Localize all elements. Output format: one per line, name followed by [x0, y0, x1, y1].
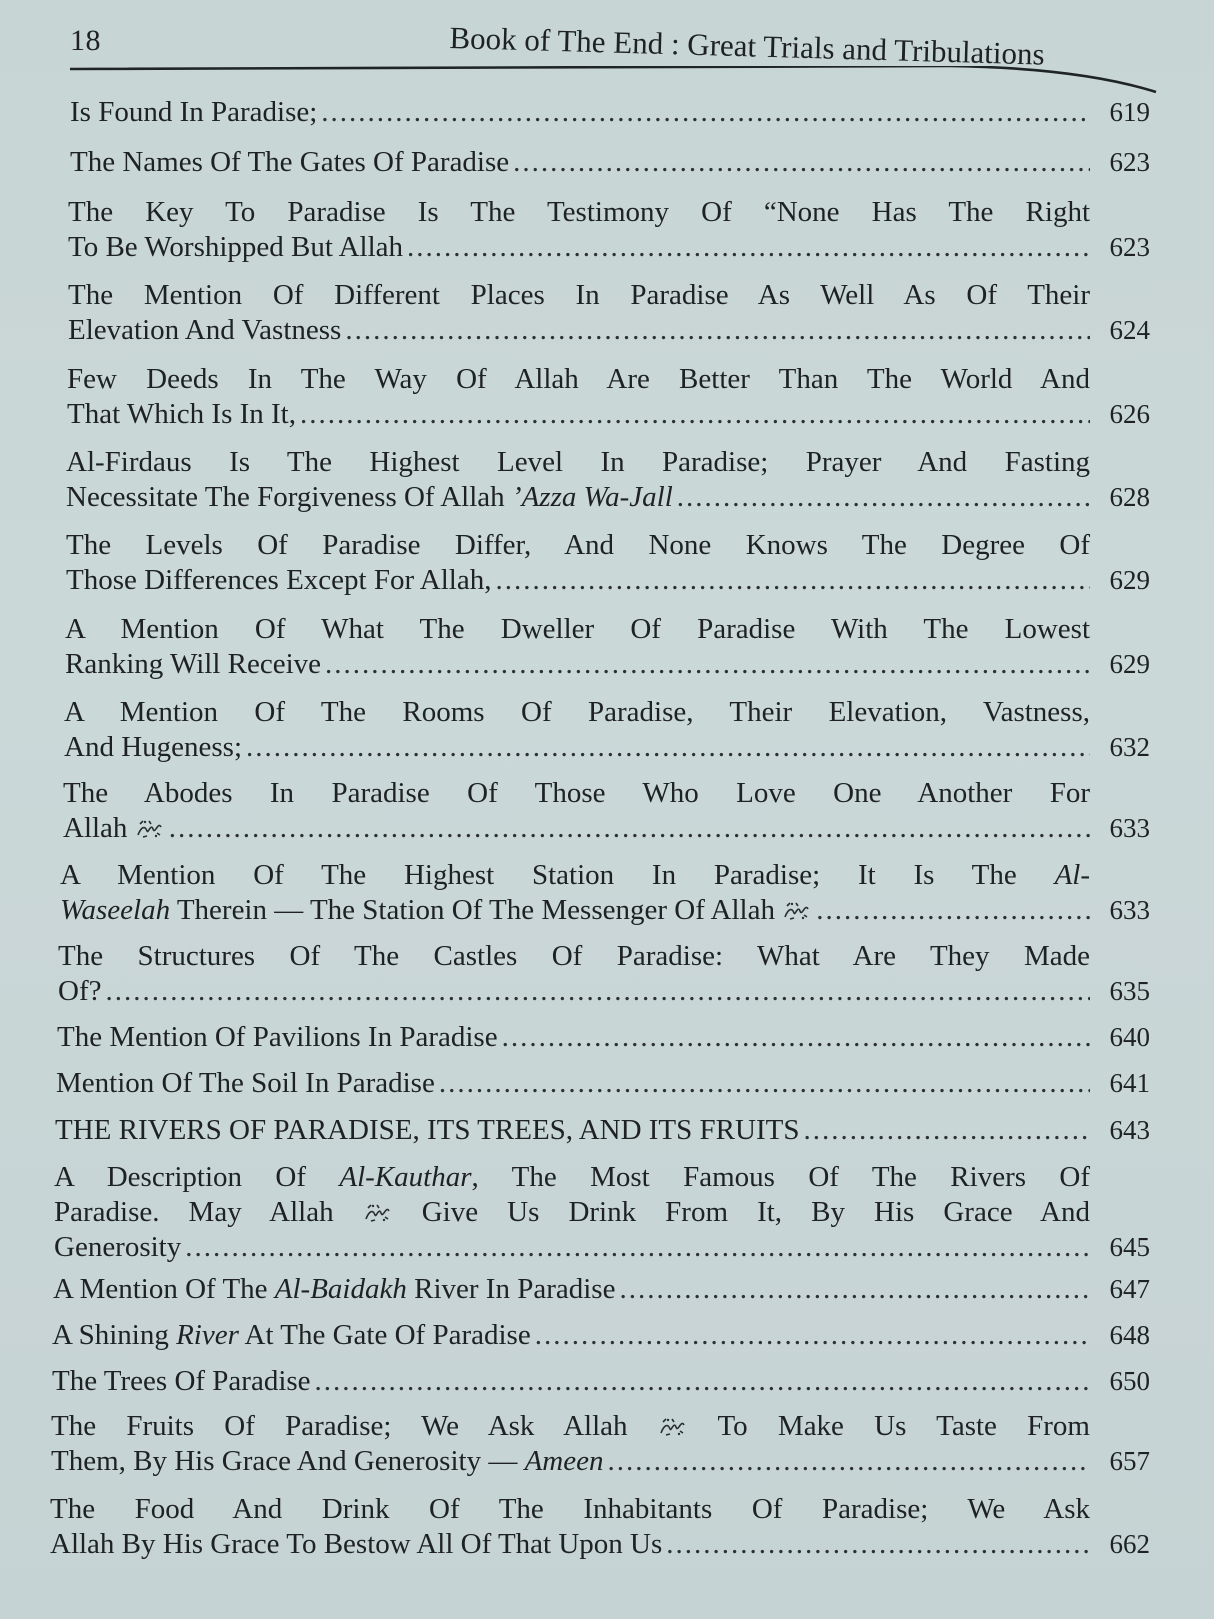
entry-last-line	[50, 1527, 1090, 1562]
entry-title-line: The Mention Of Different Places In Paradise As Well As Of Their	[68, 279, 1090, 311]
entry-title-segment: Allah	[63, 812, 135, 844]
entry-title-segment: At The Gate Of Paradise	[238, 1319, 531, 1351]
entry-last-line	[51, 1444, 1090, 1479]
entry-page-number: 650	[1109, 1366, 1150, 1396]
entry-title	[68, 230, 403, 265]
entry-title-line	[54, 1160, 1090, 1195]
entry-title-italic: Ameen	[524, 1445, 604, 1477]
dot-leader	[491, 563, 1090, 598]
entry-title-italic: Al-Kauthar	[339, 1161, 472, 1193]
dot-leader	[603, 1444, 1090, 1479]
dot-leader	[662, 1527, 1090, 1562]
entry-title	[57, 1020, 498, 1055]
entry-page-number: 633	[1109, 895, 1150, 925]
entry-title	[50, 1527, 662, 1562]
dot-leader	[403, 230, 1090, 265]
toc-entry[interactable]	[68, 278, 1150, 348]
entry-last-line	[54, 1230, 1090, 1265]
dot-leader	[242, 730, 1090, 765]
entry-page-number: 629	[1109, 649, 1150, 679]
entry-title-segment: A Description Of	[54, 1161, 340, 1193]
entry-page-number: 662	[1109, 1529, 1150, 1559]
entry-title-segment: The Fruits Of Paradise; We Ask Allah	[51, 1410, 658, 1442]
entry-last-line	[68, 230, 1090, 265]
toc-entry[interactable]	[55, 1113, 1150, 1148]
entry-title-line: Al-Firdaus Is The Highest Level In Paradise; Prayer And Fasting	[66, 446, 1090, 478]
entry-title-segment: Paradise. May Allah	[54, 1196, 363, 1228]
entry-page-number: 623	[1109, 232, 1150, 262]
entry-title	[56, 1066, 435, 1101]
entry-last-line	[66, 480, 1090, 515]
entry-title	[52, 1318, 531, 1353]
entry-title	[54, 1230, 181, 1265]
entry-page-number: 619	[1109, 97, 1150, 127]
entry-title-segment: Therein — The Station Of The Messenger Of Allah	[170, 894, 783, 926]
dot-leader	[101, 974, 1090, 1009]
toc-entry[interactable]	[67, 362, 1150, 432]
dot-leader	[509, 145, 1090, 180]
entry-title-segment: Of?	[58, 975, 102, 1007]
entry-last-line	[70, 95, 1090, 130]
toc-entry[interactable]	[70, 95, 1150, 130]
entry-title-segment: Allah By His Grace To Bestow All Of That Upon Us	[50, 1528, 663, 1560]
entry-title	[68, 313, 341, 348]
entry-title-segment: The Names Of The Gates Of Paradise	[70, 146, 510, 178]
toc-entry[interactable]	[65, 612, 1150, 682]
entry-last-line	[56, 1066, 1090, 1101]
entry-page-number: 633	[1109, 813, 1150, 843]
entry-title-line: The Food And Drink Of The Inhabitants Of Paradise; We Ask	[50, 1493, 1090, 1525]
entry-page-number: 635	[1109, 976, 1150, 1006]
entry-title	[58, 974, 101, 1009]
entry-title-segment: River In Paradise	[406, 1273, 616, 1305]
entry-last-line	[65, 647, 1090, 682]
entry-title-line: Few Deeds In The Way Of Allah Are Better Than The World And	[67, 363, 1090, 395]
dot-leader	[165, 811, 1090, 846]
toc-entry[interactable]	[66, 445, 1150, 515]
entry-title-segment: Is Found In Paradise;	[70, 96, 318, 128]
entry-title-segment: To Be Worshipped But Allah	[68, 231, 404, 263]
dot-leader	[341, 313, 1090, 348]
page-number: 18	[70, 24, 101, 57]
entry-title-segment: Elevation And Vastness	[68, 314, 342, 346]
entry-page-number: 647	[1109, 1274, 1150, 1304]
toc-entry[interactable]	[53, 1272, 1150, 1307]
entry-page-number: 628	[1109, 482, 1150, 512]
entry-page-number: 624	[1109, 315, 1150, 345]
entry-page-number: 645	[1109, 1232, 1150, 1262]
entry-title	[66, 563, 491, 598]
entry-title-segment: Mention Of The Soil In Paradise	[56, 1067, 435, 1099]
dot-leader	[311, 1364, 1090, 1399]
honorific-icon	[135, 817, 165, 839]
toc-entry[interactable]	[60, 858, 1150, 928]
dot-leader	[321, 647, 1090, 682]
entry-page-number: 657	[1109, 1446, 1150, 1476]
entry-last-line	[64, 730, 1090, 765]
entry-title-italic: River	[176, 1319, 239, 1351]
entry-title-line	[60, 858, 1090, 893]
toc-entry[interactable]	[63, 776, 1150, 846]
entry-title-line: A Mention Of The Rooms Of Paradise, Their Elevation, Vastness,	[64, 696, 1090, 728]
toc-entry[interactable]	[66, 528, 1150, 598]
page-header	[70, 18, 1190, 72]
honorific-icon	[658, 1415, 688, 1437]
entry-title-segment: Give Us Drink From It, By His Grace And	[392, 1196, 1090, 1228]
entry-last-line	[57, 1020, 1090, 1055]
entry-title-segment: THE RIVERS OF PARADISE, ITS TREES, AND ITS FRUITS	[55, 1114, 800, 1146]
entry-title-line: The Abodes In Paradise Of Those Who Love One Another For	[63, 777, 1090, 809]
entry-last-line	[60, 893, 1090, 928]
entry-page-number: 629	[1109, 565, 1150, 595]
entry-page-number: 648	[1109, 1320, 1150, 1350]
dot-leader	[531, 1318, 1090, 1353]
entry-page-number: 632	[1109, 732, 1150, 762]
entry-title-segment: , The Most Famous Of The Rivers Of	[471, 1161, 1090, 1193]
dot-leader	[498, 1020, 1090, 1055]
entry-title-segment: And Hugeness;	[64, 731, 243, 763]
dot-leader	[296, 397, 1090, 432]
entry-title	[55, 1113, 799, 1148]
entry-title	[66, 480, 673, 515]
entry-title	[70, 145, 509, 180]
entry-title-italic: Waseelah	[60, 894, 171, 926]
entry-title-segment: To Make Us Taste From	[687, 1410, 1090, 1442]
entry-title-segment: The Trees Of Paradise	[52, 1365, 311, 1397]
entry-title-line	[54, 1195, 1090, 1230]
entry-title-segment: Ranking Will Receive	[65, 648, 322, 680]
entry-title	[67, 397, 296, 432]
toc-entry[interactable]	[52, 1318, 1150, 1353]
dot-leader	[812, 893, 1090, 928]
dot-leader	[673, 480, 1090, 515]
entry-title-segment: A Mention Of The Highest Station In Paradise; It Is The	[60, 859, 1055, 891]
dot-leader	[799, 1113, 1090, 1148]
entry-title	[65, 647, 321, 682]
entry-title-segment: A Mention Of The	[53, 1273, 275, 1305]
toc-entry[interactable]	[57, 1020, 1150, 1055]
entry-title-line: The Levels Of Paradise Differ, And None Knows The Degree Of	[66, 529, 1090, 561]
entry-title-segment: Necessitate The Forgiveness Of Allah	[66, 481, 512, 513]
toc-entry[interactable]	[68, 195, 1150, 265]
toc-entry[interactable]	[56, 1066, 1150, 1101]
entry-title-italic: Al-	[1054, 859, 1090, 891]
entry-last-line	[55, 1113, 1090, 1148]
toc-entry[interactable]	[51, 1409, 1150, 1479]
entry-title-italic: Al-Baidakh	[274, 1273, 407, 1305]
toc-entry[interactable]	[70, 145, 1150, 180]
toc-entry[interactable]	[64, 695, 1150, 765]
entry-title-line	[51, 1409, 1090, 1444]
entry-title-line: The Key To Paradise Is The Testimony Of “None Has The Right	[68, 196, 1090, 228]
toc-entry[interactable]	[52, 1364, 1150, 1399]
dot-leader	[435, 1066, 1090, 1101]
entry-last-line	[52, 1364, 1090, 1399]
entry-title-segment: The Mention Of Pavilions In Paradise	[57, 1021, 498, 1053]
dot-leader	[615, 1272, 1090, 1307]
toc-entry[interactable]	[58, 939, 1150, 1009]
entry-page-number: 623	[1109, 147, 1150, 177]
entry-title-segment: That Which Is In It,	[67, 398, 296, 430]
entry-page-number: 643	[1109, 1115, 1150, 1145]
entry-title-segment: Them, By His Grace And Generosity —	[51, 1445, 525, 1477]
entry-title-segment: A Shining	[52, 1319, 177, 1351]
entry-page-number: 626	[1109, 399, 1150, 429]
entry-title	[63, 811, 165, 846]
honorific-icon	[363, 1201, 393, 1223]
entry-title	[60, 893, 812, 928]
dot-leader	[181, 1230, 1090, 1265]
honorific-icon	[782, 899, 812, 921]
entry-last-line	[52, 1318, 1090, 1353]
entry-title	[51, 1444, 603, 1479]
entry-title-segment: Generosity	[54, 1231, 182, 1263]
entry-last-line	[53, 1272, 1090, 1307]
entry-last-line	[68, 313, 1090, 348]
entry-last-line	[70, 145, 1090, 180]
entry-last-line	[63, 811, 1090, 846]
entry-title	[64, 730, 242, 765]
running-title: Book of The End : Great Trials and Tribulations	[449, 20, 1046, 72]
entry-title	[53, 1272, 615, 1307]
entry-last-line	[66, 563, 1090, 598]
entry-title-segment: Those Differences Except For Allah,	[66, 564, 492, 596]
entry-title-italic: ’Azza Wa-Jall	[511, 481, 673, 513]
entry-title-line: The Structures Of The Castles Of Paradise: What Are They Made	[58, 940, 1090, 972]
entry-last-line	[67, 397, 1090, 432]
toc-entry[interactable]	[50, 1492, 1150, 1562]
dot-leader	[317, 95, 1090, 130]
entry-page-number: 641	[1109, 1068, 1150, 1098]
entry-page-number: 640	[1109, 1022, 1150, 1052]
toc-entry[interactable]	[54, 1160, 1150, 1265]
entry-title-line: A Mention Of What The Dweller Of Paradise With The Lowest	[65, 613, 1090, 645]
entry-title	[52, 1364, 311, 1399]
entry-last-line	[58, 974, 1090, 1009]
entry-title	[70, 95, 317, 130]
